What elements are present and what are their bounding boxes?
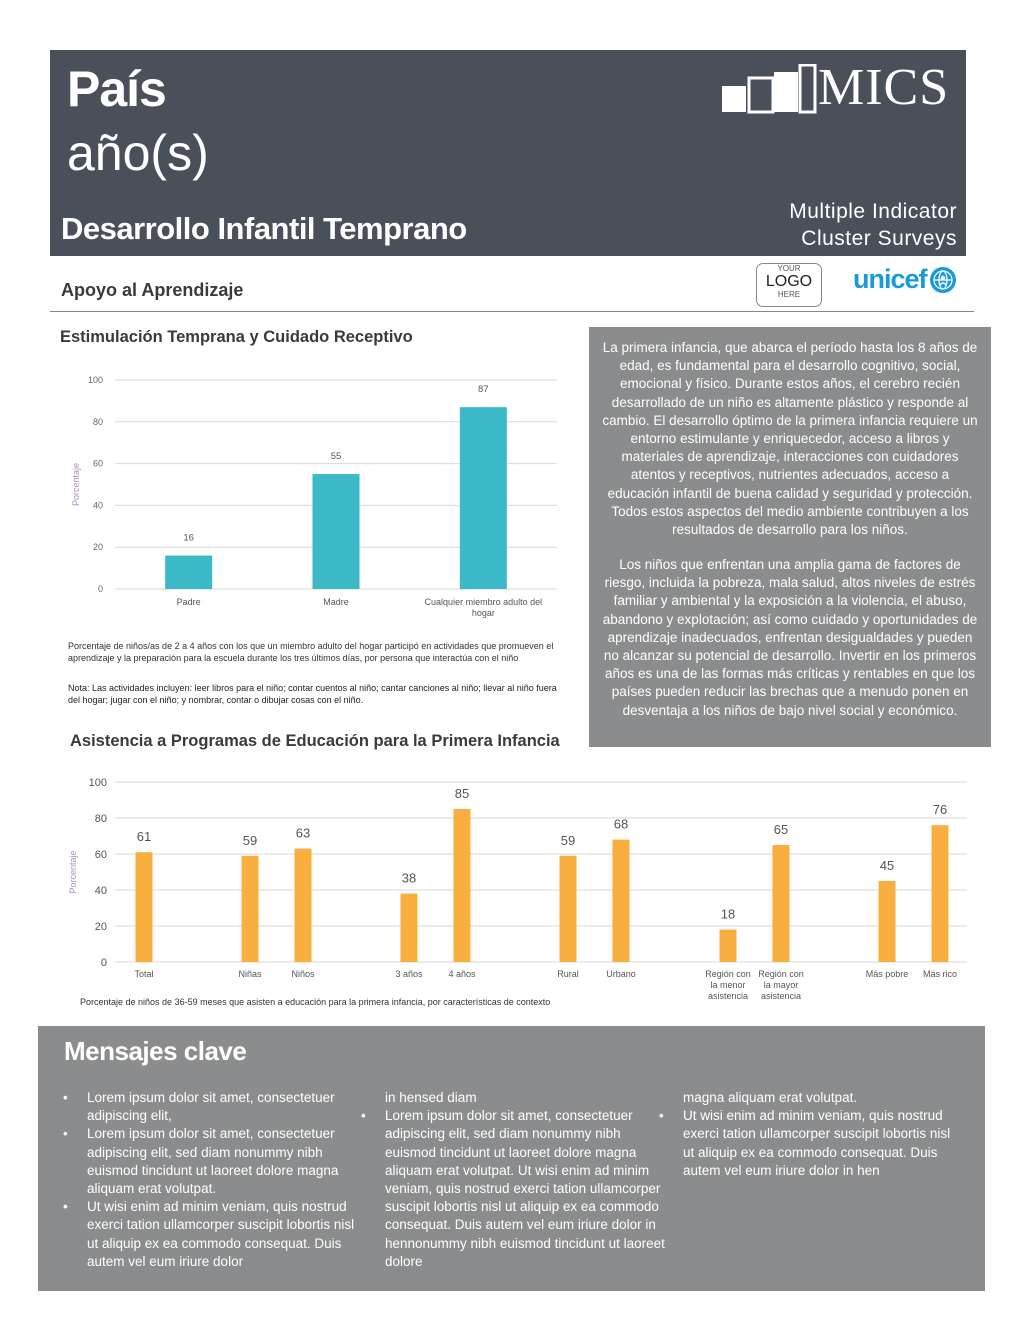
chart2-data-label: 18	[720, 906, 736, 922]
your-logo-middle: LOGO	[765, 273, 813, 290]
chart2-data-label: 63	[295, 825, 311, 841]
chart1-category-label: Cualquier miembro adulto del hogar	[424, 597, 543, 618]
key-messages-title: Mensajes clave	[64, 1036, 247, 1066]
bullet-icon: •	[63, 1126, 68, 1142]
chart2-category-label: Más pobre	[865, 969, 909, 979]
key-message-item	[659, 1107, 963, 1180]
chart1-category-label: Padre	[176, 597, 201, 607]
chart2-yaxis-label: Porcentaje	[68, 850, 78, 894]
chart2-bar	[136, 852, 153, 962]
chart2-bar	[560, 856, 577, 962]
chart2-category-label: Niños	[291, 969, 315, 979]
key-messages-column-3	[659, 1089, 963, 1180]
key-messages-box	[38, 1026, 985, 1291]
bullet-icon: •	[361, 1108, 366, 1124]
country-title: País	[67, 61, 166, 117]
chart2-ytick-label: 80	[94, 813, 107, 825]
chart2-data-label: 59	[560, 832, 576, 848]
section-title: Apoyo al Aprendizaje	[61, 280, 244, 300]
key-message-text: Lorem ipsum dolor sit amet, consectetuer adipiscing elit,	[87, 1090, 335, 1124]
key-message-item	[63, 1125, 365, 1198]
years-subtitle: año(s)	[67, 125, 209, 181]
chart2-bar	[242, 856, 259, 962]
chart2-data-label: 65	[773, 822, 789, 837]
key-message-item	[683, 1089, 963, 1107]
chart2-bar	[773, 845, 790, 962]
chart1-bar	[165, 556, 212, 589]
chart2-data-label: 45	[879, 858, 895, 873]
chart2-bar	[454, 809, 471, 962]
key-message-item	[63, 1198, 365, 1271]
key-message-text: Ut wisi enim ad minim veniam, quis nostrud exerci tation ullamcorper suscipit lobortis nisl ut aliquip ex ea commodo consequat. Duis autem vel eum iriure dolor	[87, 1199, 355, 1269]
chart1-caption: Porcentaje de niños/as de 2 a 4 años con los que un miembro adulto del hogar participó en actividades que promueven el aprendizaje y la preparación para la escuela durante los tres últimos días, por persona que interactúa con el niño	[68, 641, 554, 663]
chart2-category-label: Urbano	[606, 969, 636, 979]
chart2-category-label: 4 años	[448, 969, 476, 979]
survey-name	[650, 198, 957, 252]
survey-name-line1: Multiple Indicator	[789, 200, 957, 223]
key-message-item	[361, 1107, 665, 1271]
unicef-logo-text: unicef	[853, 264, 927, 294]
key-message-text: Lorem ipsum dolor sit amet, consectetuer adipiscing elit, sed diam nonummy nibh euismod tincidunt ut laoreet dolore magna aliquam erat volutpat. Ut wisi enim ad minim veniam, quis nostrud exerci tation ullamcorper suscipit lobortis nisl ut aliquip ex ea commodo consequat. Duis autem vel eum iriure dolor in hennonummy nibh euismod tincidunt ut laoreet dolore	[385, 1108, 665, 1269]
intro-paragraph-1: La primera infancia, que abarca el período hasta los 8 años de edad, es fundamental para el desarrollo cognitivo, social, emocional y físico. Durante estos años, el cerebro recién desarrollado de un niño es altamente plástico y responde al cambio. El desarrollo óptimo de la primera infancia requiere un entorno estimulante y enriquecedor, acceso a libros y materiales de aprendizaje, interacciones con cuidadores atentos y receptivos, nutrientes adecuados, acceso a educación infantil de buena calidad y seguridad y protección. Todos estos aspectos del medio ambiente contribuyen a los resultados de desarrollo para los niños.	[602, 340, 978, 538]
chart1-footnote: Nota: Las actividades incluyen: leer libros para el niño; contar cuentos al niño; cantar canciones al niño; llevar al niño fuera del hogar; jugar con el niño; y nombrar, contar o dibujar cosas con el niño.	[68, 683, 557, 705]
chart1-data-label: 16	[183, 532, 194, 544]
unicef-logo	[853, 264, 958, 295]
chart2-data-label: 68	[613, 816, 629, 832]
chart1-ytick-label: 40	[92, 500, 103, 511]
your-logo-bottom: HERE	[777, 290, 801, 299]
key-messages-column-1	[63, 1089, 365, 1271]
unicef-globe-icon	[928, 265, 958, 295]
key-message-text: Lorem ipsum dolor sit amet, consectetuer adipiscing elit, sed diam nonummy nibh euismod tincidunt ut laoreet dolore magna aliquam erat volutpat.	[87, 1126, 339, 1197]
chart1-title: Estimulación Temprana y Cuidado Receptivo	[60, 328, 413, 346]
header-banner	[50, 50, 966, 256]
survey-name-line2: Cluster Surveys	[801, 227, 957, 250]
your-logo-placeholder	[756, 263, 822, 307]
bullet-icon: •	[63, 1199, 68, 1215]
chart2-category-label: Región con la mayor asistencia	[758, 969, 804, 1001]
chart2-ytick-label: 0	[100, 957, 107, 969]
mics-logo-text: MICS	[818, 59, 950, 116]
chart2-category-label: Más rico	[922, 969, 958, 979]
chart2-ytick-label: 20	[94, 921, 107, 933]
bullet-icon: •	[63, 1090, 68, 1105]
your-logo-top: YOUR	[777, 264, 801, 273]
chart2-data-label: 61	[136, 829, 152, 845]
chart1-data-label: 87	[478, 384, 489, 396]
key-message-text: Ut wisi enim ad minim veniam, quis nostrud exerci tation ullamcorper suscipit lobortis nisl ut aliquip ex ea commodo consequat. Duis autem vel eum iriure dolor in hen	[683, 1108, 951, 1178]
chart2-data-label: 38	[401, 870, 417, 886]
chart2-category-label: Rural	[557, 969, 579, 979]
report-title: Desarrollo Infantil Temprano	[61, 211, 467, 246]
chart1-category-label: Madre	[323, 597, 349, 607]
key-message-text: magna aliquam erat volutpat.	[683, 1090, 858, 1105]
intro-text-box	[589, 327, 991, 747]
chart2-ytick-label: 40	[94, 885, 107, 897]
chart2-category-label: 3 años	[395, 969, 423, 979]
chart2-category-label: Región con la menor asistencia	[705, 969, 751, 1001]
ece-attendance-chart	[60, 770, 975, 1010]
chart2-bar	[401, 894, 418, 962]
chart1-ytick-label: 80	[92, 416, 103, 427]
chart2-category-label: Total	[134, 969, 154, 979]
key-message-item	[385, 1089, 665, 1107]
chart2-data-label: 76	[932, 802, 948, 818]
chart2-bar	[295, 849, 312, 962]
chart2-bar	[613, 840, 630, 962]
chart2-bar	[720, 930, 737, 962]
chart2-title: Asistencia a Programas de Educación para la Primera Infancia	[70, 732, 560, 750]
bullet-icon: •	[659, 1108, 664, 1124]
early-stimulation-chart	[60, 365, 580, 625]
chart2-ytick-label: 60	[94, 849, 107, 861]
chart1-yaxis-label: Porcentaje	[71, 462, 81, 507]
chart2-caption: Porcentaje de niños de 36-59 meses que asisten a educación para la primera infancia, por características de contexto	[80, 997, 551, 1007]
chart1-data-label: 55	[330, 451, 342, 463]
chart1-bar	[460, 407, 507, 589]
intro-paragraph-2: Los niños que enfrentan una amplia gama de factores de riesgo, incluida la pobreza, mala salud, altos niveles de estrés familiar y ambiental y la exposición a la violencia, el abuso, abandono y explotación; así como cuidado y oportunidades de aprendizaje inadecuados, enfrentan desigualdades y pueden no alcanzar su potencial de desarrollo. Invertir en los primeros años es una de las formas más críticas y rentables en que los países pueden reducir las brechas que a menudo ponen en desventaja a los niños de bajo nivel social y económico.	[602, 557, 978, 718]
chart2-category-label: Niñas	[238, 969, 262, 979]
chart1-ytick-label: 60	[92, 458, 103, 469]
key-message-text: in hensed diam	[385, 1090, 477, 1105]
chart1-ytick-label: 100	[87, 375, 103, 385]
chart2-data-label: 85	[454, 786, 470, 801]
key-messages-column-2	[361, 1089, 665, 1271]
key-message-item	[63, 1089, 365, 1125]
chart2-bar	[879, 881, 896, 962]
chart1-bar	[313, 474, 360, 589]
chart2-ytick-label: 100	[88, 777, 107, 789]
chart1-ytick-label: 0	[97, 584, 103, 594]
section-divider	[50, 311, 974, 312]
chart2-bar	[932, 825, 949, 962]
chart1-ytick-label: 20	[92, 542, 103, 553]
chart2-data-label: 59	[242, 832, 258, 848]
